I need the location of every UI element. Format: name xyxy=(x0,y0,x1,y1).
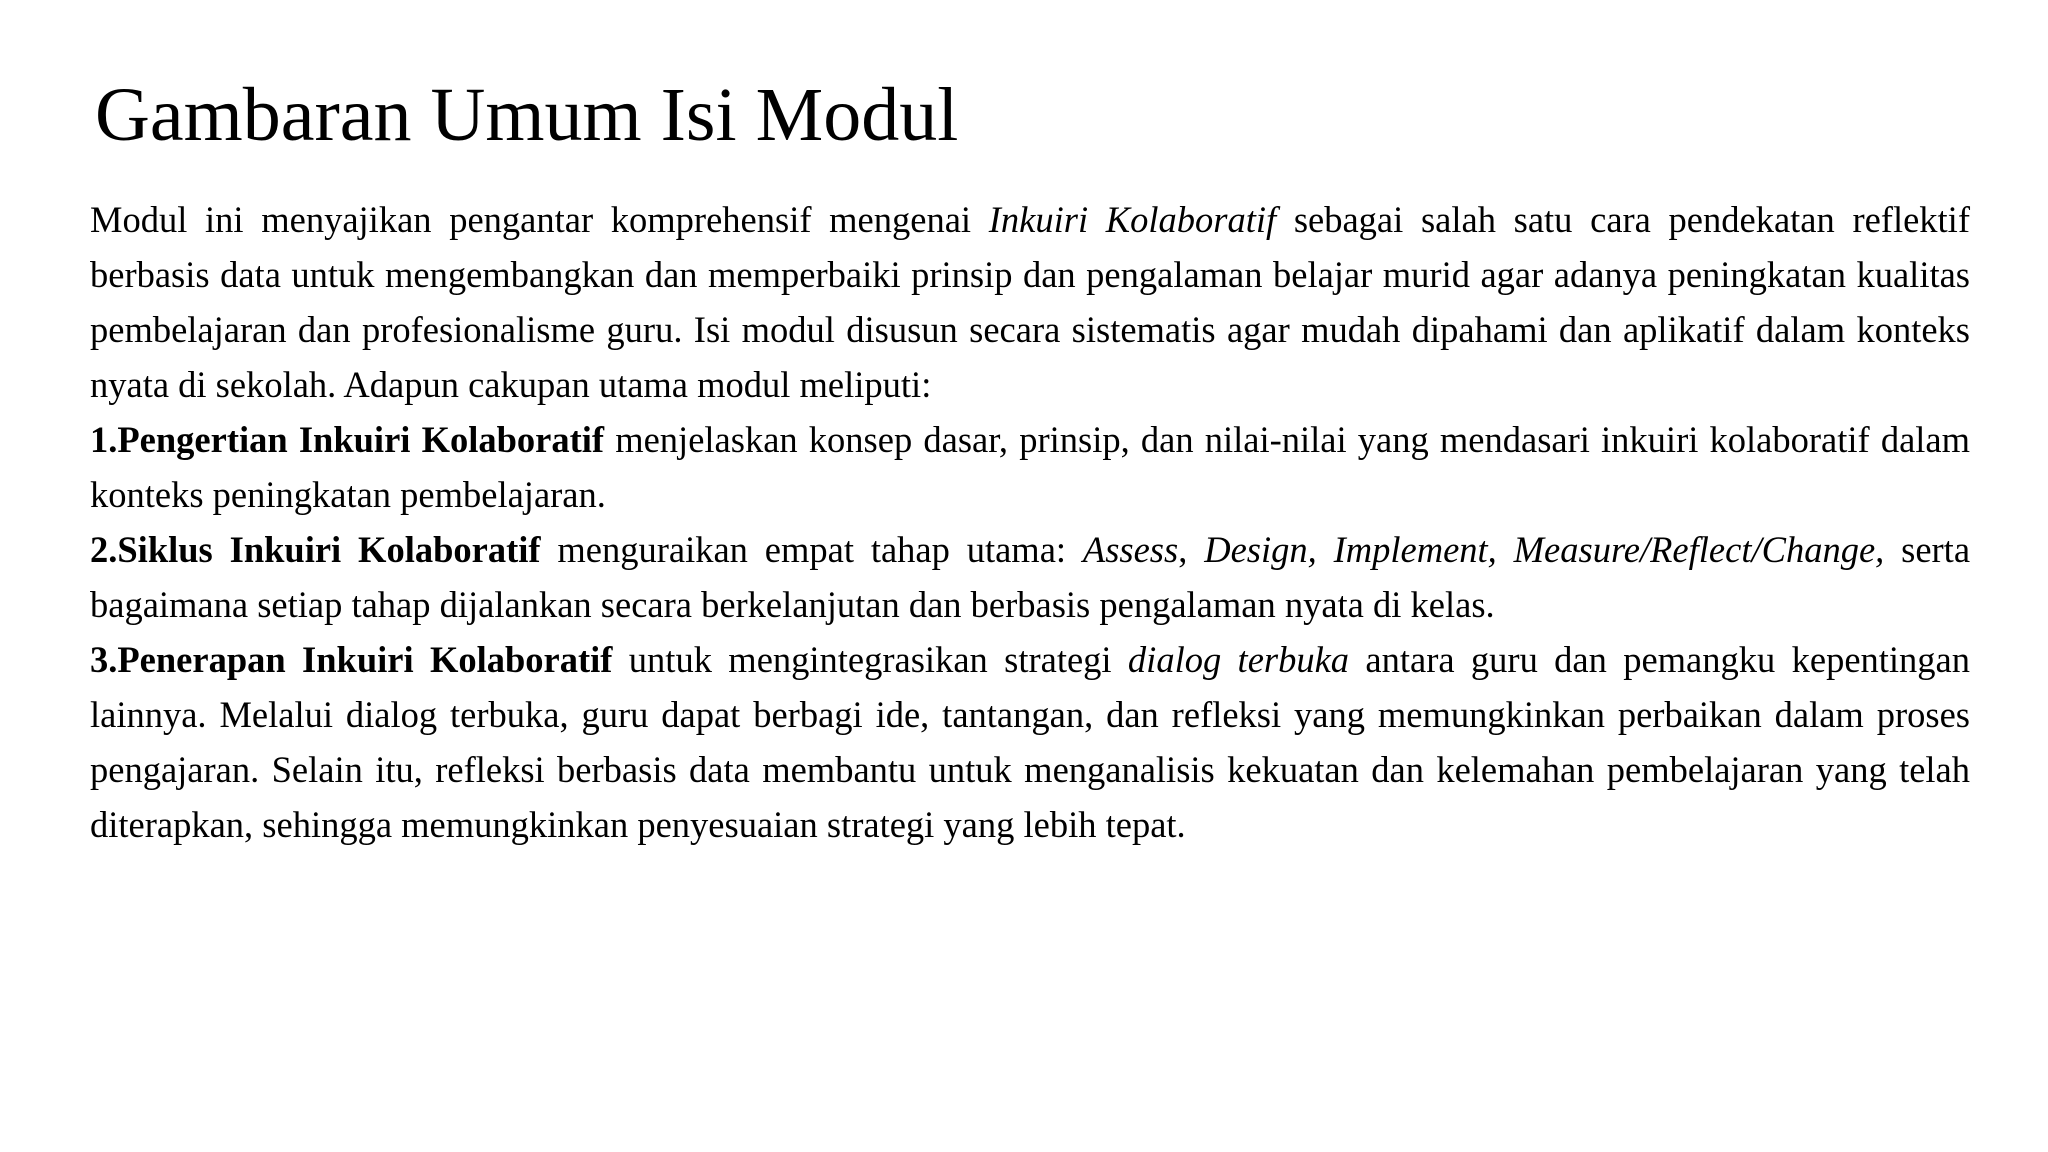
list-item-text: menguraikan empat tahap utama: xyxy=(540,529,1083,570)
intro-text-start: Modul ini menyajikan pengantar komprehensif mengenai xyxy=(90,199,989,240)
list-item-text-continued: serta bagaimana setiap tahap dijalankan secara berkelanjutan dan berbasis pengalaman nyata di kelas. xyxy=(90,529,1971,625)
intro-paragraph xyxy=(90,192,1970,412)
intro-text-end: sebagai salah satu cara pendekatan reflektif berbasis data untuk mengembangkan dan memperbaiki prinsip dan pengalaman belajar murid agar adanya peningkatan kualitas pembelajaran dan profesionalisme guru. Isi modul disusun secara sistematis agar mudah dipahami dan aplikatif dalam konteks nyata di sekolah. Adapun cakupan utama modul meliputi: xyxy=(90,199,1970,405)
list-item-text: untuk mengintegrasikan strategi xyxy=(612,639,1128,680)
stage-assess: Assess xyxy=(1082,529,1179,570)
list-item-heading: 1.Pengertian Inkuiri Kolaboratif xyxy=(90,419,605,460)
list-item-pengertian xyxy=(90,412,1970,522)
page-title: Gambaran Umum Isi Modul xyxy=(95,73,959,157)
stage-list: Design, Implement, Measure/Reflect/Change, xyxy=(1204,529,1885,570)
module-overview-body xyxy=(90,192,1970,852)
list-item-text-continued: antara guru dan pemangku kepentingan lainnya. Melalui dialog terbuka, guru dapat berbagi ide, tantangan, dan refleksi yang memungkinkan perbaikan dalam proses pengajaran. Selain itu, refleksi berbasis data membantu untuk menganalisis kekuatan dan kelemahan pembelajaran yang telah diterapkan, sehingga memungkinkan penyesuaian strategi yang lebih tepat. xyxy=(90,639,1970,845)
list-item-siklus xyxy=(90,522,1970,632)
stage-separator: , xyxy=(1178,529,1205,570)
list-item-heading: 3.Penerapan Inkuiri Kolaboratif xyxy=(90,639,613,680)
list-item-text: menjelaskan konsep dasar, prinsip, dan nilai-nilai yang mendasari inkuiri kolaboratif dalam konteks peningkatan pembelajaran. xyxy=(90,419,1971,515)
list-item-heading: 2.Siklus Inkuiri Kolaboratif xyxy=(90,529,541,570)
italic-term-dialog: dialog terbuka xyxy=(1127,639,1350,680)
list-item-penerapan xyxy=(90,632,1970,852)
intro-italic-term: Inkuiri Kolaboratif xyxy=(988,199,1277,240)
